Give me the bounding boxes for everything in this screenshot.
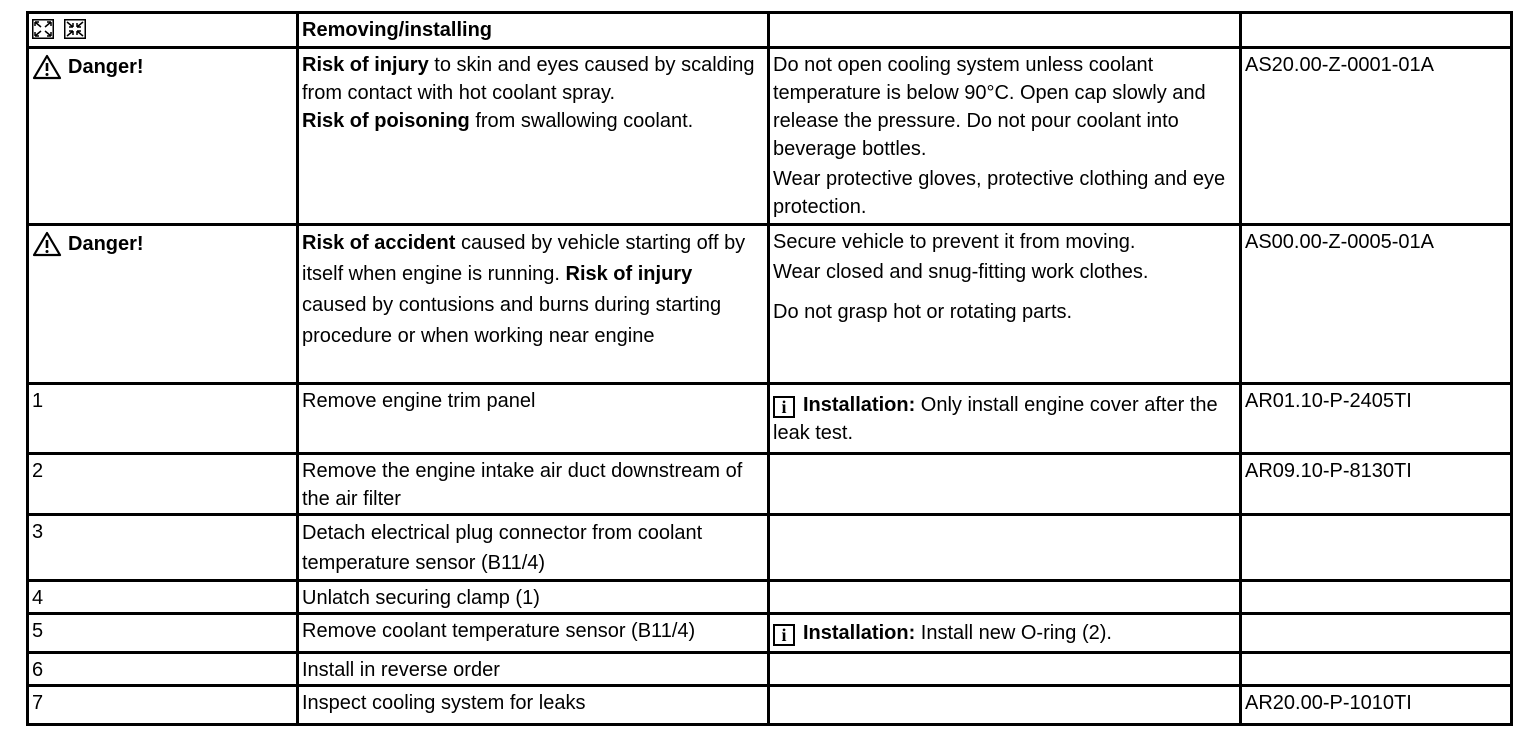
measure-text: Secure vehicle to prevent it from moving. [773, 231, 1136, 253]
danger-ref-link[interactable]: AS20.00-Z-0001-01A [1241, 48, 1512, 225]
step-ref-link [1241, 653, 1512, 686]
header-empty-cell [769, 13, 1241, 48]
header-empty-cell [1241, 13, 1512, 48]
step-text: Detach electrical plug connector from coolant temperature sensor (B11/4) [298, 515, 769, 581]
risk-heading: Risk of accident [302, 232, 456, 254]
header-title: Removing/installing [298, 13, 769, 48]
danger-risk-cell [298, 48, 769, 225]
note-label: Installation: [803, 622, 916, 644]
step-row [28, 384, 1512, 454]
step-note-cell [769, 614, 1241, 653]
step-text: Remove engine trim panel [298, 384, 769, 454]
procedure-table [26, 11, 1513, 726]
measure-text: Wear protective gloves, protective clothing and eye protection. [773, 168, 1226, 218]
step-text: Unlatch securing clamp (1) [298, 581, 769, 614]
step-note-cell [769, 384, 1241, 454]
measure-text: Do not grasp hot or rotating parts. [773, 301, 1073, 323]
step-number: 2 [28, 454, 298, 515]
step-row [28, 581, 1512, 614]
step-row [28, 515, 1512, 581]
expand-all-icon[interactable] [32, 19, 54, 39]
risk-text: from swallowing coolant. [469, 110, 694, 132]
step-ref-link[interactable]: AR20.00-P-1010TI [1241, 686, 1512, 725]
measure-text: Do not open cooling system unless coolant temperature is below 90°C. Open cap slowly and release the pressure. Do not pour coolant into beverage bottles. [773, 54, 1206, 160]
step-number: 3 [28, 515, 298, 581]
step-row [28, 454, 1512, 515]
danger-row [28, 225, 1512, 384]
step-note-cell [769, 515, 1241, 581]
step-ref-link[interactable]: AR09.10-P-8130TI [1241, 454, 1512, 515]
step-note-cell [769, 581, 1241, 614]
step-number: 1 [28, 384, 298, 454]
warning-triangle-icon [32, 54, 62, 80]
step-note-cell [769, 686, 1241, 725]
step-note-cell [769, 653, 1241, 686]
danger-ref-link[interactable]: AS00.00-Z-0005-01A [1241, 225, 1512, 384]
step-number: 7 [28, 686, 298, 725]
step-row [28, 614, 1512, 653]
risk-text: to skin and eyes caused by scalding from contact with hot coolant spray. [302, 54, 755, 104]
collapse-all-icon[interactable] [64, 19, 86, 39]
step-ref-link[interactable]: AR01.10-P-2405TI [1241, 384, 1512, 454]
risk-text: caused by vehicle starting off by itself when engine is running. [302, 232, 746, 285]
note-text: Only install engine cover after the leak test. [773, 394, 1218, 444]
step-number: 4 [28, 581, 298, 614]
danger-label-cell [28, 48, 298, 225]
info-icon: i [773, 624, 795, 646]
danger-label: Danger! [68, 56, 144, 78]
risk-heading: Risk of poisoning [302, 110, 470, 132]
step-number: 5 [28, 614, 298, 653]
step-ref-link [1241, 614, 1512, 653]
step-row [28, 686, 1512, 725]
info-icon: i [773, 396, 795, 418]
risk-heading: Risk of injury [565, 263, 693, 285]
danger-label-cell [28, 225, 298, 384]
step-text: Inspect cooling system for leaks [298, 686, 769, 725]
measure-text: Wear closed and snug-fitting work clothes. [773, 261, 1149, 283]
header-icons-cell [28, 13, 298, 48]
danger-row [28, 48, 1512, 225]
step-text: Remove the engine intake air duct downstream of the air filter [298, 454, 769, 515]
warning-triangle-icon [32, 231, 62, 257]
danger-risk-cell [298, 225, 769, 384]
step-ref-link [1241, 581, 1512, 614]
note-text: Install new O-ring (2). [920, 622, 1112, 644]
note-label: Installation: [803, 394, 916, 416]
danger-measures-cell [769, 48, 1241, 225]
step-note-cell [769, 454, 1241, 515]
risk-heading: Risk of injury [302, 54, 429, 76]
step-text: Install in reverse order [298, 653, 769, 686]
step-text: Remove coolant temperature sensor (B11/4) [298, 614, 769, 653]
danger-label: Danger! [68, 233, 144, 255]
danger-measures-cell [769, 225, 1241, 384]
step-ref-link [1241, 515, 1512, 581]
risk-text: caused by contusions and burns during starting procedure or when working near engine [302, 294, 722, 347]
header-row [28, 13, 1512, 48]
step-row [28, 653, 1512, 686]
step-number: 6 [28, 653, 298, 686]
